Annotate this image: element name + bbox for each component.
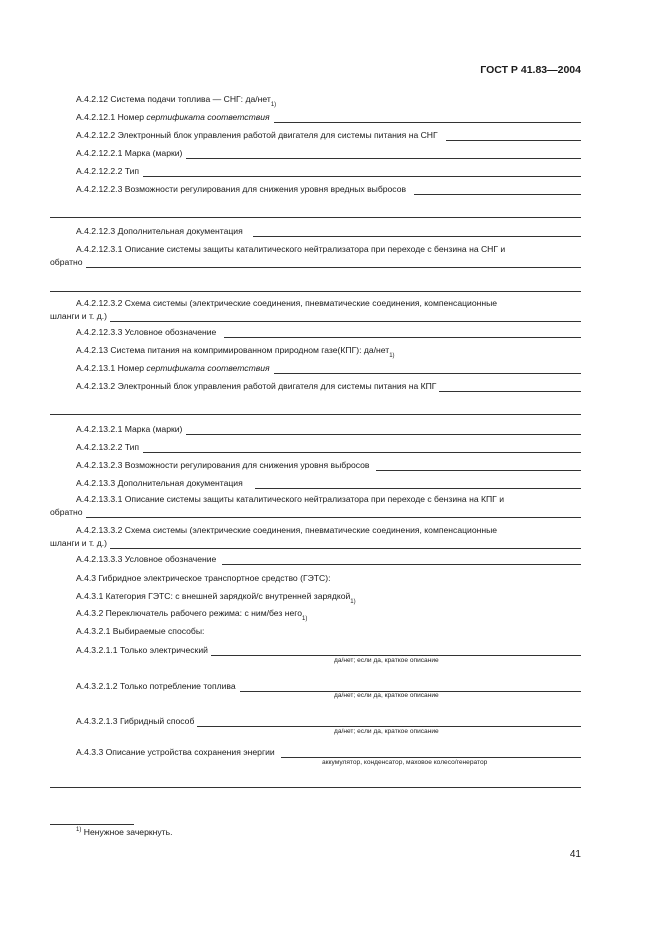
footnote-rule: [50, 824, 134, 825]
item-text: А.4.3.2.1.3 Гибридный способ: [76, 716, 195, 726]
item-text-cont: шланги и т. д.): [50, 310, 107, 321]
entry-line[interactable]: [50, 208, 581, 218]
item-a42-12-2-3: [76, 184, 581, 195]
item-a42-12-3-1: [50, 242, 581, 268]
footnote-mark: 1): [76, 827, 82, 833]
item-text-italic: сертификата соответствия: [146, 112, 270, 122]
item-text: А.4.3.2 Переключатель рабочего режима: с ним/без него: [76, 608, 302, 618]
item-text: А.4.2.12.3 Дополнительная документация: [76, 226, 243, 236]
entry-line[interactable]: [222, 555, 581, 565]
item-a42-13: А.4.2.13 Система питания на компримированном природном газе(КПГ): да/нет 1): [76, 345, 395, 359]
entry-line[interactable]: [281, 748, 581, 758]
entry-line[interactable]: [86, 508, 581, 518]
item-text-cont: обратно: [50, 256, 83, 267]
item-a42-13-1: [76, 363, 581, 374]
item-a42-12: А.4.2.12 Система подачи топлива — СНГ: да/нет 1): [76, 94, 277, 108]
item-text: А.4.2.13.1 Номер: [76, 363, 145, 373]
item-text-cont: шланги и т. д.): [50, 537, 107, 548]
item-text: А.4.2.12.1 Номер: [76, 112, 145, 122]
item-text: А.4.2.13.3.1 Описание системы защиты каталитического нейтрализатора при переходе с бензина на КПГ и: [76, 494, 505, 504]
item-a43-2-1: [76, 626, 581, 637]
item-a43-1: А.4.3.1 Категория ГЭТС: с внешней зарядкой/с внутренней зарядкой 1): [76, 591, 356, 605]
item-a42-13-3-1: [50, 492, 581, 518]
item-a42-12-3-2: [50, 296, 581, 322]
item-text: А.4.2.12.3.3 Условное обозначение: [76, 327, 217, 337]
item-text: А.4.2.12.2.2 Тип: [76, 166, 140, 176]
item-a42-12-1: [76, 112, 581, 123]
item-text: А.4.2.13.2.1 Марка (марки): [76, 424, 183, 434]
item-a42-13-2-2: [76, 442, 581, 453]
item-a42-13-3-2: [50, 523, 581, 549]
item-text: А.4.2.13.2 Электронный блок управления работой двигателя для системы питания на КПГ: [76, 381, 437, 391]
item-a42-12-2-2: [76, 166, 581, 177]
item-a43-2-1-3: [76, 716, 581, 727]
item-a43-2-1-2: [76, 681, 581, 692]
item-a42-13-3: [76, 478, 581, 489]
blank-line: [50, 778, 581, 788]
item-text: А.4.3.1 Категория ГЭТС: с внешней зарядкой/с внутренней зарядкой: [76, 591, 351, 601]
entry-line[interactable]: [110, 312, 581, 322]
entry-line[interactable]: [86, 258, 581, 268]
item-text: А.4.2.13.3.3 Условное обозначение: [76, 554, 217, 564]
item-text: А.4.2.12.2.3 Возможности регулирования для снижения уровня вредных выбросов: [76, 184, 407, 194]
item-text: А.4.2.12.2.1 Марка (марки): [76, 148, 183, 158]
item-a42-12-2: [76, 130, 581, 141]
entry-line[interactable]: [50, 778, 581, 788]
entry-line[interactable]: [186, 425, 581, 435]
entry-line[interactable]: [143, 443, 581, 453]
item-a42-13-2: [76, 381, 581, 392]
item-text: А.4.3.2.1.2 Только потребление топлива: [76, 681, 236, 691]
item-text: А.4.2.12 Система подачи топлива — СНГ: да/нет: [76, 94, 271, 104]
entry-line[interactable]: [211, 646, 581, 656]
item-text: А.4.2.12.3.1 Описание системы защиты каталитического нейтрализатора при переходе с бензина на СНГ и: [76, 244, 506, 254]
hint-yes-no: да/нет; если да, краткое описание: [334, 692, 439, 699]
item-text-cont: обратно: [50, 506, 83, 517]
blank-line: [50, 282, 581, 292]
entry-line[interactable]: [110, 539, 581, 549]
entry-line[interactable]: [255, 479, 581, 489]
blank-line: [50, 208, 581, 218]
entry-line[interactable]: [446, 131, 581, 141]
entry-line[interactable]: [143, 167, 581, 177]
item-a42-12-3: [76, 226, 581, 237]
item-text: А.4.3.3 Описание устройства сохранения энергии: [76, 747, 275, 757]
entry-line[interactable]: [186, 149, 581, 159]
item-text: А.4.2.13.3.2 Схема системы (электрические соединения, пневматические соединения, компенсационные: [76, 525, 498, 535]
item-text: А.4.2.13.2.3 Возможности регулирования для снижения уровня выбросов: [76, 460, 370, 470]
item-a43-3: [76, 747, 581, 758]
item-text: А.4.2.13.3 Дополнительная документация: [76, 478, 243, 488]
entry-line[interactable]: [414, 185, 581, 195]
entry-line[interactable]: [224, 328, 581, 338]
footnote-text: Ненужное зачеркнуть.: [83, 827, 173, 837]
item-text-italic: сертификата соответствия: [146, 363, 270, 373]
blank-line: [50, 405, 581, 415]
item-a42-13-2-1: [76, 424, 581, 435]
item-text: А.4.3.2.1.1 Только электрический: [76, 645, 208, 655]
item-text: А.4.3.2.1 Выбираемые способы:: [76, 626, 205, 636]
entry-line[interactable]: [240, 682, 581, 692]
entry-line[interactable]: [50, 282, 581, 292]
entry-line[interactable]: [439, 382, 581, 392]
item-a42-12-2-1: [76, 148, 581, 159]
standard-header: ГОСТ Р 41.83—2004: [480, 64, 581, 76]
item-a42-12-3-3: [76, 327, 581, 338]
item-a42-13-3-3: [76, 554, 581, 565]
entry-line[interactable]: [376, 461, 582, 471]
entry-line[interactable]: [50, 405, 581, 415]
entry-line[interactable]: [274, 113, 581, 123]
item-a43-2-1-1: [76, 645, 581, 656]
entry-line[interactable]: [274, 364, 581, 374]
hint-storage: аккумулятор, конденсатор, маховое колесо/генератор: [322, 759, 488, 766]
page-number: 41: [569, 849, 581, 860]
item-text: А.4.2.12.2 Электронный блок управления работой двигателя для системы питания на СНГ: [76, 130, 438, 140]
footnote: [76, 827, 172, 837]
hint-yes-no: да/нет; если да, краткое описание: [334, 657, 439, 664]
entry-line[interactable]: [253, 227, 581, 237]
item-a43: [76, 573, 581, 584]
item-a42-13-2-3: [76, 460, 581, 471]
item-a43-2: А.4.3.2 Переключатель рабочего режима: с ним/без него 1): [76, 608, 308, 622]
hint-yes-no: да/нет; если да, краткое описание: [334, 728, 439, 735]
item-text: А.4.2.13 Система питания на компримированном природном газе(КПГ): да/нет: [76, 345, 390, 355]
item-text: А.4.2.13.2.2 Тип: [76, 442, 140, 452]
item-text: А.4.2.12.3.2 Схема системы (электрические соединения, пневматические соединения, компенсационные: [76, 298, 498, 308]
entry-line[interactable]: [197, 717, 581, 727]
item-text: А.4.3 Гибридное электрическое транспортное средство (ГЭТС):: [76, 573, 331, 583]
